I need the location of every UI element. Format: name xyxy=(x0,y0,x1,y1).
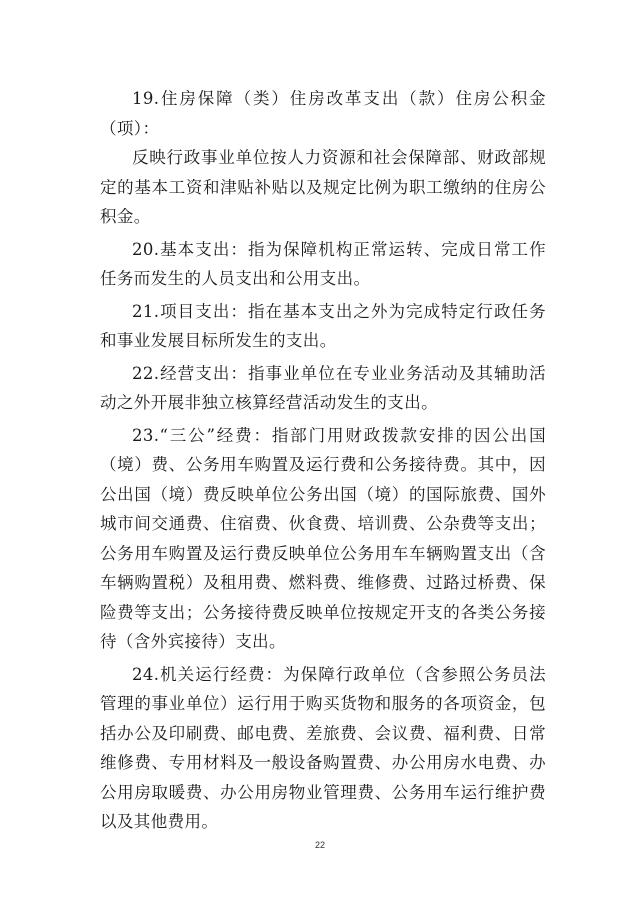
paragraph-19 xyxy=(100,84,546,232)
paragraph-19-body: 反映行政事业单位按人力资源和社会保障部、财政部规定的基本工资和津贴补贴以及规定比例为职工缴纳的住房公积金。 xyxy=(100,148,546,226)
paragraph-21: 21.项目支出：指在基本支出之外为完成特定行政任务和事业发展目标所发生的支出。 xyxy=(100,301,546,350)
paragraph-24: 24.机关运行经费：为保障行政单位（含参照公务员法管理的事业单位）运行用于购买货物和服务的各项资金，包括办公及印刷费、邮电费、差旅费、会议费、福利费、日常维修费、专用材料及一般设备购置费、办公用房水电费、办公用房取暖费、办公用房物业管理费、公务用车运行维护费以及其他费用。 xyxy=(100,664,546,831)
paragraph-20: 20.基本支出：指为保障机构正常运转、完成日常工作任务而发生的人员支出和公用支出。 xyxy=(100,239,546,288)
paragraph-19-title: 19.住房保障（类）住房改革支出（款）住房公积金（项）： xyxy=(100,89,546,138)
document-body xyxy=(100,84,546,840)
paragraph-23: 23.“三公”经费：指部门用财政拨款安排的因公出国（境）费、公务用车购置及运行费和公务接待费。其中，因公出国（境）费反映单位公务出国（境）的国际旅费、国外城市间交通费、住宿费、伙食费、培训费、公杂费等支出；公务用车购置及运行费反映单位公务用车车辆购置支出（含车辆购置税）及租用费、燃料费、维修费、过路过桥费、保险费等支出；公务接待费反映单位按规定开支的各类公务接待（含外宾接待）支出。 xyxy=(100,425,546,651)
page-number: 22 xyxy=(314,840,325,850)
paragraph-22: 22.经营支出：指事业单位在专业业务活动及其辅助活动之外开展非独立核算经营活动发生的支出。 xyxy=(100,363,546,412)
